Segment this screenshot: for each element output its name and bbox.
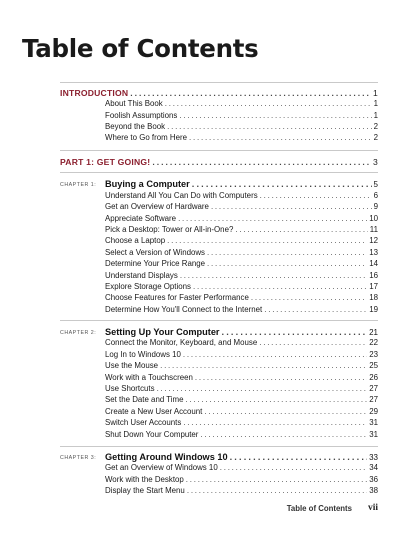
toc-page-number: 5 bbox=[373, 180, 378, 189]
toc-title: Display the Start Menu bbox=[105, 486, 185, 495]
toc-title: Appreciate Software bbox=[105, 214, 177, 223]
divider-rule bbox=[60, 320, 378, 321]
toc-entry-row[interactable] bbox=[105, 373, 378, 382]
toc-title: Connect the Monitor, Keyboard, and Mouse bbox=[105, 338, 258, 347]
dot-leader bbox=[222, 327, 368, 337]
toc-page-number: 1 bbox=[373, 111, 378, 120]
dot-leader bbox=[211, 202, 372, 211]
toc-entry-row[interactable] bbox=[105, 282, 378, 291]
toc-title: Understand Displays bbox=[105, 271, 178, 280]
toc-entry-row[interactable] bbox=[105, 407, 378, 416]
dot-leader bbox=[259, 338, 367, 347]
toc-page-number: 29 bbox=[369, 407, 378, 416]
toc-entry-row[interactable] bbox=[105, 486, 378, 495]
toc-chapter-row[interactable] bbox=[105, 327, 378, 337]
dot-leader bbox=[183, 418, 367, 427]
toc-title: Pick a Desktop: Tower or All-in-One? bbox=[105, 225, 234, 234]
toc-title: Explore Storage Options bbox=[105, 282, 191, 291]
toc-entry-row[interactable] bbox=[105, 225, 378, 234]
toc-entry-row[interactable] bbox=[105, 248, 378, 257]
dot-leader bbox=[152, 157, 371, 167]
dot-leader bbox=[179, 111, 371, 120]
toc-page-number: 1 bbox=[373, 88, 378, 98]
toc-entry-row[interactable] bbox=[105, 122, 378, 131]
dot-leader bbox=[193, 282, 367, 291]
toc-chapter-row[interactable] bbox=[105, 179, 378, 189]
dot-leader bbox=[260, 191, 372, 200]
toc-title: Beyond the Book bbox=[105, 122, 166, 131]
toc-page-number: 23 bbox=[369, 350, 378, 359]
toc-entry-row[interactable] bbox=[105, 361, 378, 370]
dot-leader bbox=[167, 122, 372, 131]
dot-leader bbox=[186, 395, 368, 404]
chapter-number-label: CHAPTER 2: bbox=[60, 330, 97, 336]
dot-leader bbox=[180, 271, 367, 280]
toc-title: Determine Your Price Range bbox=[105, 259, 206, 268]
toc-page-number: 18 bbox=[369, 293, 378, 302]
dot-leader bbox=[183, 350, 367, 359]
toc-page-number: 2 bbox=[373, 133, 378, 142]
toc-entry-row[interactable] bbox=[105, 305, 378, 314]
toc-page-number: 2 bbox=[373, 122, 378, 131]
toc-title: Buying a Computer bbox=[105, 179, 190, 189]
toc-title: Log In to Windows 10 bbox=[105, 350, 181, 359]
footer-label: Table of Contents bbox=[286, 504, 352, 513]
dot-leader bbox=[230, 452, 368, 462]
toc-entry-row[interactable] bbox=[105, 214, 378, 223]
toc-page-number: 33 bbox=[369, 453, 378, 462]
toc-page-number: 6 bbox=[373, 191, 378, 200]
toc-title: Select a Version of Windows bbox=[105, 248, 205, 257]
toc-page-number: 13 bbox=[369, 248, 378, 257]
dot-leader bbox=[264, 305, 367, 314]
toc-title: About This Book bbox=[105, 99, 163, 108]
toc-entry-row[interactable] bbox=[105, 395, 378, 404]
page-title: Table of Contents bbox=[22, 34, 259, 63]
dot-leader bbox=[235, 225, 367, 234]
dot-leader bbox=[187, 486, 367, 495]
toc-entry-row[interactable] bbox=[105, 133, 378, 142]
toc-page-number: 12 bbox=[369, 236, 378, 245]
toc-title: Choose Features for Faster Performance bbox=[105, 293, 249, 302]
toc-page-number: 22 bbox=[369, 338, 378, 347]
toc-page-number: 25 bbox=[369, 361, 378, 370]
dot-leader bbox=[207, 248, 367, 257]
chapter-number-label: CHAPTER 1: bbox=[60, 182, 97, 188]
dot-leader bbox=[251, 293, 367, 302]
toc-title: Get an Overview of Windows 10 bbox=[105, 463, 218, 472]
toc-page-number: 19 bbox=[369, 305, 378, 314]
toc-entry-row[interactable] bbox=[105, 350, 378, 359]
toc-title: Where to Go from Here bbox=[105, 133, 188, 142]
toc-page-number: 17 bbox=[369, 282, 378, 291]
toc-title: Use the Mouse bbox=[105, 361, 159, 370]
toc-title: PART 1: GET GOING! bbox=[60, 157, 151, 167]
chapter-number-label: CHAPTER 3: bbox=[60, 455, 97, 461]
toc-page-number: 11 bbox=[369, 225, 378, 234]
dot-leader bbox=[130, 88, 371, 98]
toc-page-number: 14 bbox=[369, 259, 378, 268]
toc-page-number: 27 bbox=[369, 395, 378, 404]
toc-part-row[interactable] bbox=[60, 157, 378, 167]
dot-leader bbox=[178, 214, 367, 223]
toc-entry-row[interactable] bbox=[105, 259, 378, 268]
toc-page-number: 16 bbox=[369, 271, 378, 280]
toc-page-number: 27 bbox=[369, 384, 378, 393]
dot-leader bbox=[200, 430, 367, 439]
dot-leader bbox=[207, 259, 367, 268]
dot-leader bbox=[160, 361, 367, 370]
toc-entry-row[interactable] bbox=[105, 384, 378, 393]
toc-title: Understand All You Can Do with Computers bbox=[105, 191, 258, 200]
toc-part-row[interactable] bbox=[60, 88, 378, 98]
dot-leader bbox=[167, 236, 367, 245]
dot-leader bbox=[204, 407, 367, 416]
toc-title: Create a New User Account bbox=[105, 407, 203, 416]
dot-leader bbox=[192, 179, 372, 189]
dot-leader bbox=[195, 373, 367, 382]
toc-title: Set the Date and Time bbox=[105, 395, 184, 404]
divider-rule bbox=[60, 172, 378, 173]
toc-title: Work with a Touchscreen bbox=[105, 373, 193, 382]
toc-title: Foolish Assumptions bbox=[105, 111, 178, 120]
toc-entry-row[interactable] bbox=[105, 202, 378, 211]
toc-chapter-row[interactable] bbox=[105, 452, 378, 462]
toc-title: Use Shortcuts bbox=[105, 384, 155, 393]
divider-rule bbox=[60, 150, 378, 151]
toc-entry-row[interactable] bbox=[105, 418, 378, 427]
toc-title: Get an Overview of Hardware bbox=[105, 202, 209, 211]
dot-leader bbox=[157, 384, 368, 393]
footer-page-number: vii bbox=[367, 503, 378, 513]
toc-entry-row[interactable] bbox=[105, 99, 378, 108]
toc-page-number: 10 bbox=[369, 214, 378, 223]
toc-page-number: 36 bbox=[369, 475, 378, 484]
toc-entry-row[interactable] bbox=[105, 236, 378, 245]
toc-entry-row[interactable] bbox=[105, 111, 378, 120]
toc-page-number: 38 bbox=[369, 486, 378, 495]
toc-title: Switch User Accounts bbox=[105, 418, 182, 427]
toc-entry-row[interactable] bbox=[105, 338, 378, 347]
toc-page-number: 34 bbox=[369, 463, 378, 472]
toc-entry-row[interactable] bbox=[105, 191, 378, 200]
toc-title: Getting Around Windows 10 bbox=[105, 452, 228, 462]
toc-entry-row[interactable] bbox=[105, 463, 378, 472]
toc-page-number: 26 bbox=[369, 373, 378, 382]
toc-entry-row[interactable] bbox=[105, 271, 378, 280]
toc-page-number: 31 bbox=[369, 418, 378, 427]
toc-title: Setting Up Your Computer bbox=[105, 327, 220, 337]
toc-title: Shut Down Your Computer bbox=[105, 430, 199, 439]
toc-page-number: 31 bbox=[369, 430, 378, 439]
toc-page-number: 1 bbox=[373, 99, 378, 108]
dot-leader bbox=[189, 133, 372, 142]
toc-entry-row[interactable] bbox=[105, 430, 378, 439]
divider-rule bbox=[60, 446, 378, 447]
toc-title: Determine How You'll Connect to the Internet bbox=[105, 305, 263, 314]
toc-title: Work with the Desktop bbox=[105, 475, 184, 484]
toc-title: INTRODUCTION bbox=[60, 88, 129, 98]
toc-entry-row[interactable] bbox=[105, 475, 378, 484]
dot-leader bbox=[220, 463, 368, 472]
dot-leader bbox=[165, 99, 372, 108]
toc-page-number: 3 bbox=[373, 157, 378, 167]
dot-leader bbox=[186, 475, 367, 484]
toc-entry-row[interactable] bbox=[105, 293, 378, 302]
toc-title: Choose a Laptop bbox=[105, 236, 166, 245]
divider-rule bbox=[60, 82, 378, 83]
toc-page-number: 21 bbox=[369, 328, 378, 337]
toc-page-number: 9 bbox=[373, 202, 378, 211]
